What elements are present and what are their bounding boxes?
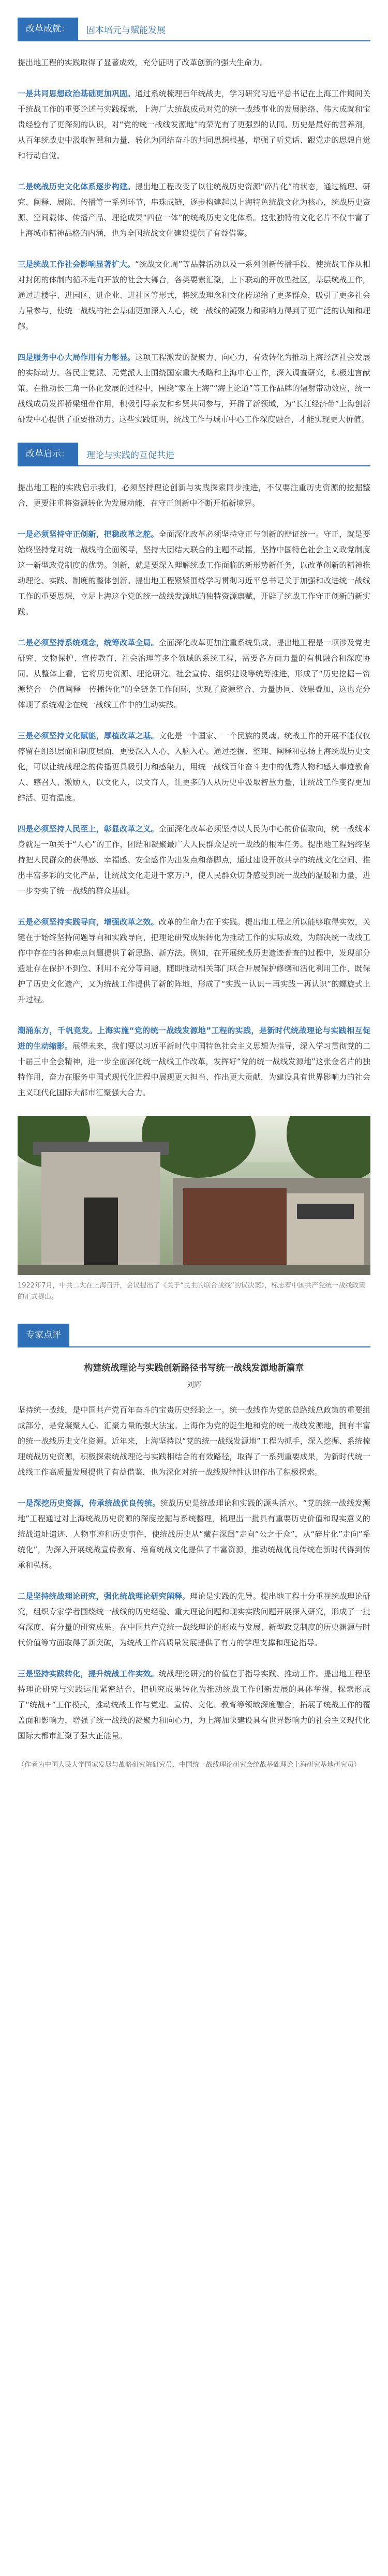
paragraph: 潮涌东方，千帆竞发。上海实施“党的统一战线发源地”工程的实践，是新时代统战理论与实践相互促进的生动缩影。展望未来，我们要以习近平新时代中国特色社会主义思想为指导，深入学习贯彻党的二十届三中全会精神，进一步全面深化统一战线工作改革，发挥好“党的统一战线发源地”这张金名片的独特作用，奋力在服务中国式现代化进程中展现更大担当、作出更大贡献，为建设具有世界影响力的社会主义现代化国际大都市汇聚强大合力。 — [18, 1026, 371, 1097]
article-author: 刘辉 — [187, 1381, 201, 1389]
paragraph: 三是统战工作社会影响显著扩大。“统战文化周”等品牌活动以及一系列创新传播手段，使统战工作从相对封闭的体制内循环走向开放的社会大舞台，各类要素汇聚，上下联动的开放型社区，基层统战工作，通过进楼宇、进园区、进企业、进社区等形式，将统战理念和文化传递给了更多群众，吸引了更多社会力量参与，使统一战线的社会基础更加深入人心，统一战线的凝聚力和影响力得到了更广泛的认知和理解。 — [18, 260, 370, 331]
paragraph: 提出地工程的实践启示我们，必须坚持理论创新与实践探索同步推进，不仅要注重历史资源的挖掘整合，更要注重将资源转化为发展动能，在守正创新中不断开拓新境界。 — [18, 483, 370, 508]
section-label: 专家点评 — [18, 1324, 69, 1346]
photo-brick-wall — [183, 1188, 287, 1275]
paragraph: 五是必须坚持实践导向，增强改革之效。改革的生命力在于实践。提出地工程之所以能够取得实效，关键在于始终坚持问题导向和实践导向，把理论研究成果转化为推动工作的实际成效，为解决统一战线工作中存在的各种难点问题提供了新思路、新方法。例如，在开展统战历史遗迹普查的过程中，发现部分遗址存在保护不到位、利用不充分等问题，随即推动相关部门联合开展保护修缮和活化利用工作，既保护了历史文化遗产，又为统战工作提供了新的阵地，形成了“实践－认识－再实践－再认识”的螺旋式上升过程。 — [18, 917, 370, 1004]
section-label: 改革成就： — [18, 18, 78, 40]
paragraph: 二是统战历史文化体系逐步构建。提出地工程改变了以往统战历史资源“碎片化”的状态，通过梳理、研究、阐释、展陈、传播等一系列环节，串珠成链，逐步构建起以上海特色统战文化为核心，统战历史资源、空间载体、传播产品、理论成果“四位一体”的统战历史文化体系。这张独特的文化名片不仅丰富了上海城市精神品格的内涵，也为全国统战文化建设提供了有益借鉴。 — [18, 182, 370, 238]
paragraph: 四是服务中心大局作用有力彰显。这项工程激发的凝聚力、向心力，有效转化为推动上海经济社会发展的实际动力。各民主党派、无党派人士围绕国家重大战略和上海中心工作，深入调查研究，积极建言献策。在推动长三角一体化发展的过程中，围绕“家在上海”“海上论道”等工作品牌的辐射带动效应，统一战线成员发挥桥梁纽带作用，积极引导亲友和乡贤共同参与，开辟了新领域，为“长江经济带”上海创新研发中心提供了重要推动力。这些实践证明，统战工作与城市中心工作深度融合，才能实现更大价值。 — [18, 353, 370, 424]
paragraph: 一是共同思想政治基础更加巩固。通过系统梳理百年统战史，学习研究习近平总书记在上海工作期间关于统战工作的重要论述与实践探索，上海厂大统战成员对党的统一战线事业的发展脉络、伟大成就和宝贵经验有了更深刻的认识，对“党的统一战线发源地”的荣光有了更强烈的认同。历史是最好的营养剂，从百年统战史中汲取智慧和力量，转化为团结奋斗的共同思想根基，增强了听党话、跟党走的思想自觉和行动自觉。 — [18, 89, 370, 160]
paragraph: 一是必须坚持守正创新，把稳改革之舵。全面深化改革必须坚持守正与创新的辩证统一。守正，就是要始终坚持党对统一战线的全面领导，坚持大团结大联合的主题不动摇，坚持中国特色社会主义政党制度这一新型政党制度的优势。创新，就是要深入理解统战工作面临的新形势新任务，以改革创新的精神推动理论、实践、制度的整体创新。提出地工程紧紧围绕学习贯彻习近平总书记关于加强和改进统一战线工作的重要思想，立足上海这个党的统一战线发源地的独特资源禀赋，开辟了统战工作守正创新的新实践。 — [18, 529, 370, 616]
paragraph: 坚持统一战线，是中国共产党百年奋斗的宝贵历史经验之一。统一战线作为党的总路线总政策的重要组成部分，是党凝聚人心、汇聚力量的强大法宝。上海作为党的诞生地和党的统一战线发源地，拥有丰富的统一战线历史文化资源。近年来，上海坚持以“党的统一战线发源地”工程为抓手，深入挖掘、系统梳理统战历史资源，积极探索统战理论与实践相结合的有效路径，取得了一系列重要成果，为新时代统一战线工作高质量发展提供了有益借鉴，也为深化对统一战线规律性认识作出了积极探索。 — [18, 1405, 370, 1477]
photo-plaque — [297, 1204, 354, 1219]
paragraph: 二是坚持统战理论研究，强化统战理论研究阐释。理论是实践的先导。提出地工程十分重视统战理论研究，组织专家学者围绕统一战线的历史经验、重大理论问题和现实实践问题开展深入研究，形成了一批有深度、有分量的研究成果。在中国共产党统一战线理论的形成与发展、新型政党制度的历史渊源与时代价值等方面取得了新突破，为统战工作高质量发展提供了有力的学理支撑和理论指导。 — [18, 1592, 370, 1647]
paragraph: 四是必须坚持人民至上，彰显改革之义。全面深化改革必须坚持以人民为中心的价值取向，统一战线本身就是一项关于“人心”的工作，团结和凝聚最广大人民群众是统一战线的根本任务。提出地工程始终坚持把人民群众的获得感、幸福感、安全感作为出发点和落脚点，通过建设开放共享的统战文化空间、推出丰富多彩的文化产品，让统战文化走进千家万户，使人民群众切身感受到统一战线的温暖和力量，进一步夯实了统一战线的群众基础。 — [18, 824, 370, 896]
photo-caption: 1922年7月，中共二大在上海召开，会议提出了《关于“民主的联合战线”的议决案》，标志着中国共产党统一战线政策的正式提出。 — [18, 1282, 366, 1301]
section-label: 改革启示： — [18, 443, 78, 465]
paragraph: 提出地工程的实践取得了显著成效，充分证明了改革创新的强大生命力。 — [18, 58, 268, 67]
section-header-insights — [18, 443, 370, 466]
photo-tree — [287, 1116, 370, 1183]
section-title: 理论与实践的互促共进 — [86, 450, 174, 461]
article-title: 构建统战理论与实践创新路径书写统一战线发源地新篇章 — [84, 1363, 304, 1373]
section-header-expert — [18, 1324, 370, 1347]
section-header-achievements — [18, 18, 370, 41]
paragraph: 三是坚持实践转化，提升统战工作实效。统战理论研究的价值在于指导实践、推动工作。提出地工程坚持理论研究与实践运用紧密结合，把研究成果转化为推动统战工作创新发展的具体举措，探索形成了“统战+”工作模式，推动统战工作与党建、宣传、文化、教育等领域深度融合，拓展了统战工作的覆盖面和影响力，增强了统一战线的凝聚力和向心力，为上海加快建设具有世界影响力的社会主义现代化国际大都市汇聚了强大正能量。 — [18, 1669, 370, 1740]
paragraph: 三是必须坚持文化赋能，厚植改革之基。文化是一个国家、一个民族的灵魂。统战工作的开展不能仅仅停留在组织层面和制度层面，更要深入人心、入脑入心。通过挖掘、整理、阐释和弘扬上海统战历史文化，可以让统战理念的传播更具吸引力和感染力，用统一战线百年奋斗史中的优秀人物和感人事迹教育人、感召人、激励人，以文化人，以文育人，让更多的人从历史中汲取智慧力量，让统战工作变得更加鲜活、更有温度。 — [18, 731, 370, 802]
photo-door — [84, 1198, 118, 1275]
paragraph: 二是必须坚持系统观念，统筹改革全局。全面深化改革更加注重系统集成。提出地工程是一项涉及党史研究、文物保护、宣传教育、社会治理等多个领域的系统工程，需要各方面力量的有机融合和深度协同。从整体上看，它将历史资源、理论研究、社会宣传、组织建设等统筹推进，形成了“历史挖掘－资源整合－价值阐释－传播转化”的全链条工作闭环，实现了资源整合、力量协同、效果叠加，这也充分体现了系统观念在统一战线工作中的生动实践。 — [18, 638, 370, 709]
paragraph: 一是深挖历史资源，传承统战优良传统。统战历史是统战理论和实践的源头活水。“党的统一战线发源地”工程通过对上海统战历史资源的深度挖掘与系统整理，梳理出一批具有重要历史价值和现实意义的统战遗址遗迹、人物事迹和历史事件，使统战历史从“藏在深闺”走向“公之于众”，从“碎片化”走向“系统化”，为深入开展统战宣传教育、培育统战文化提供了丰富资源，推动统战优良传统在新时代得到传承和弘扬。 — [18, 1498, 370, 1570]
photo-ground — [18, 1265, 370, 1275]
section-title: 固本培元与赋能发展 — [86, 25, 166, 36]
historic-site-photo — [18, 1116, 370, 1275]
author-footnote: （作者为中国人民大学国家发展与战略研究院研究员、中国统一战线理论研究会统战基础理论上海研究基地研究员） — [18, 1761, 361, 1769]
